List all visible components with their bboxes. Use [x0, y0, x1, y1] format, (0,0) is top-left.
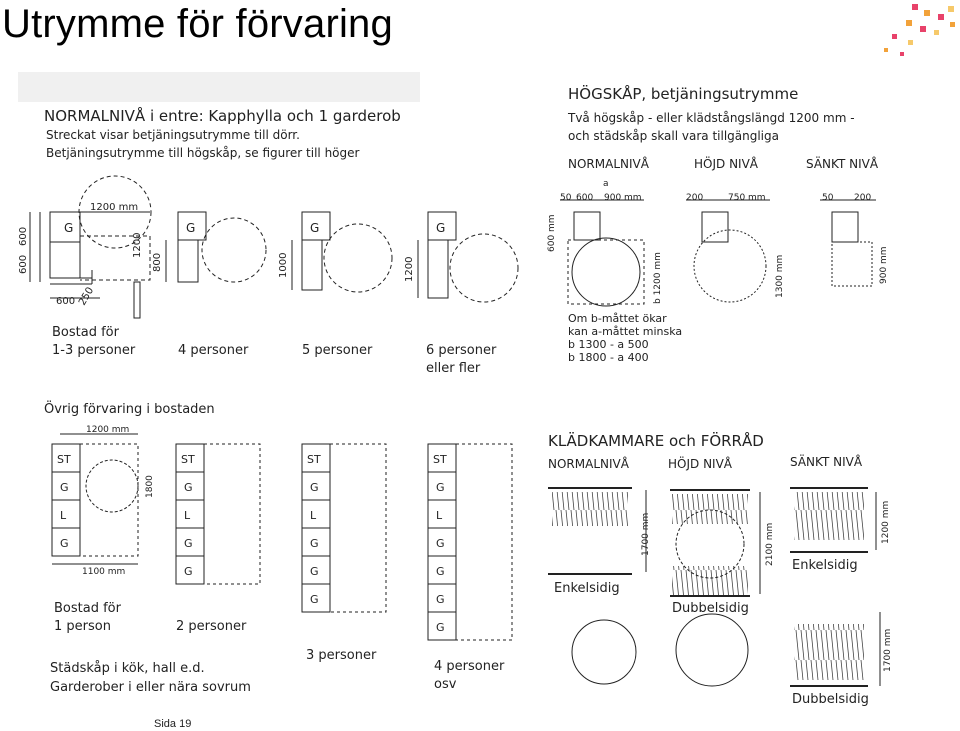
dim-50b: 50 [822, 193, 834, 203]
hogskap-note-1: Om b-måttet ökar [568, 312, 667, 325]
ovrig-heading: Övrig förvaring i bostaden [44, 402, 215, 417]
st-label-3: ST [307, 453, 321, 466]
l-label-o4: L [436, 509, 443, 522]
g-label-4: G [436, 221, 446, 235]
storage-column-3 [302, 444, 386, 612]
page-title: Utrymme för förvaring [2, 2, 393, 46]
hogskap-line-1: Två högskåp - eller klädstångslängd 1200 mm - [568, 111, 855, 125]
dim-1700: 1700 mm [641, 512, 651, 556]
hogskap-hojd [686, 200, 770, 302]
st-label: ST [57, 453, 71, 466]
caption-1-3: 1-3 personer [52, 343, 136, 358]
st-label-4: ST [433, 453, 447, 466]
dim-600b: 600 [18, 254, 29, 274]
dim-250: 250 [77, 285, 97, 308]
dim-b1200: b 1200 mm [653, 252, 663, 304]
hogskap-sankt [820, 200, 876, 286]
entre-note-1: Streckat visar betjäningsutrymme till dörr. [46, 128, 300, 142]
dim-1800: 1800 [145, 475, 155, 498]
klad-level-hojd: HÖJD NIVÅ [668, 457, 732, 471]
g-label-3: G [310, 221, 320, 235]
klad-sankt [790, 488, 880, 686]
klad-level-normal: NORMALNIVÅ [548, 457, 629, 471]
caption-5: 5 personer [302, 343, 373, 358]
g-label: G [64, 221, 74, 235]
l-label-o1: L [60, 509, 67, 522]
g-label-o1b: G [60, 537, 69, 550]
dim-1200v2: 1200 [404, 256, 415, 282]
g-label-2: G [186, 221, 196, 235]
dim-600h: 600 [576, 193, 594, 203]
caption-6: 6 personer [426, 343, 497, 358]
hogskap-heading: HÖGSKÅP, betjäningsutrymme [568, 85, 799, 103]
g-label-o3d: G [310, 593, 319, 606]
klad-level-sankt: SÄNKT NIVÅ [790, 455, 863, 469]
hogskap-note-4: b 1800 - a 400 [568, 351, 649, 364]
dim-1700b: 1700 mm [883, 628, 893, 672]
g-label-o3c: G [310, 565, 319, 578]
level-hojd: HÖJD NIVÅ [694, 157, 758, 171]
g-label-o4: G [436, 481, 445, 494]
g-label-o2: G [184, 481, 193, 494]
ovrig-footnote-2: Garderober i eller nära sovrum [50, 680, 251, 695]
label-enkelsidig-2: Enkelsidig [792, 558, 858, 573]
caption-bostad: Bostad för [52, 325, 119, 340]
dim-200a: 200 [686, 193, 704, 203]
plan-4-personer [166, 212, 266, 282]
dim-1200-ovrig: 1200 mm [86, 425, 130, 435]
dim-600v: 600 mm [547, 214, 557, 252]
hogskap-note-3: b 1300 - a 500 [568, 338, 649, 351]
dim-1200v: 1200 [132, 232, 143, 258]
hogskap-normal [560, 200, 644, 306]
dim-600c: 600 [56, 296, 76, 307]
label-enkelsidig: Enkelsidig [554, 581, 620, 596]
ovrig-caption-1: 1 person [54, 619, 111, 634]
kladkammare-heading: KLÄDKAMMARE och FÖRRÅD [548, 432, 764, 450]
g-label-o3b: G [310, 537, 319, 550]
level-normal: NORMALNIVÅ [568, 157, 649, 171]
ovrig-caption-2: 2 personer [176, 619, 247, 634]
ovrig-caption-bostad: Bostad för [54, 601, 121, 616]
ovrig-footnote-1: Städskåp i kök, hall e.d. [50, 661, 205, 676]
dim-1300: 1300 mm [775, 254, 785, 298]
g-label-o4c: G [436, 565, 445, 578]
l-label-o3: L [310, 509, 317, 522]
page-footer: Sida 19 [154, 718, 192, 730]
dim-600a: 600 [18, 226, 29, 246]
dim-200b: 200 [854, 193, 872, 203]
st-label-2: ST [181, 453, 195, 466]
g-label-o4d: G [436, 593, 445, 606]
dim-750: 750 mm [728, 193, 766, 203]
dim-50a: 50 [560, 193, 572, 203]
entre-note-2: Betjäningsutrymme till högskåp, se figurer till höger [46, 146, 360, 160]
dim-a: a [603, 179, 609, 189]
entre-heading: NORMALNIVÅ i entre: Kapphylla och 1 garderob [44, 107, 401, 125]
dim-1200: 1200 mm [90, 202, 139, 213]
dim-800: 800 [152, 252, 163, 272]
hogskap-note-2: kan a-måttet minska [568, 325, 683, 338]
g-label-o3: G [310, 481, 319, 494]
g-label-o1: G [60, 481, 69, 494]
label-dubbelsidig: Dubbelsidig [672, 601, 749, 616]
g-label-o4b: G [436, 537, 445, 550]
dim-2100: 2100 mm [765, 522, 775, 566]
ovrig-caption-4: 4 personer [434, 659, 505, 674]
level-sankt: SÄNKT NIVÅ [806, 157, 879, 171]
g-label-o2c: G [184, 565, 193, 578]
g-label-o2b: G [184, 537, 193, 550]
ovrig-caption-4b: osv [434, 677, 457, 692]
dim-1000: 1000 [278, 252, 289, 278]
plan-5-personer [292, 212, 392, 292]
l-label-o2: L [184, 509, 191, 522]
dim-1200-klad: 1200 mm [881, 500, 891, 544]
dim-900v: 900 mm [879, 246, 889, 284]
klad-hojd [670, 490, 760, 686]
hogskap-line-2: och städskåp skall vara tillgängliga [568, 129, 779, 143]
dim-1100: 1100 mm [82, 567, 126, 577]
plan-6-personer [418, 212, 518, 302]
caption-4: 4 personer [178, 343, 249, 358]
label-dubbelsidig-2: Dubbelsidig [792, 692, 869, 707]
dim-900: 900 mm [604, 193, 642, 203]
g-label-o4e: G [436, 621, 445, 634]
caption-6b: eller fler [426, 361, 481, 376]
ovrig-caption-3: 3 personer [306, 648, 377, 663]
